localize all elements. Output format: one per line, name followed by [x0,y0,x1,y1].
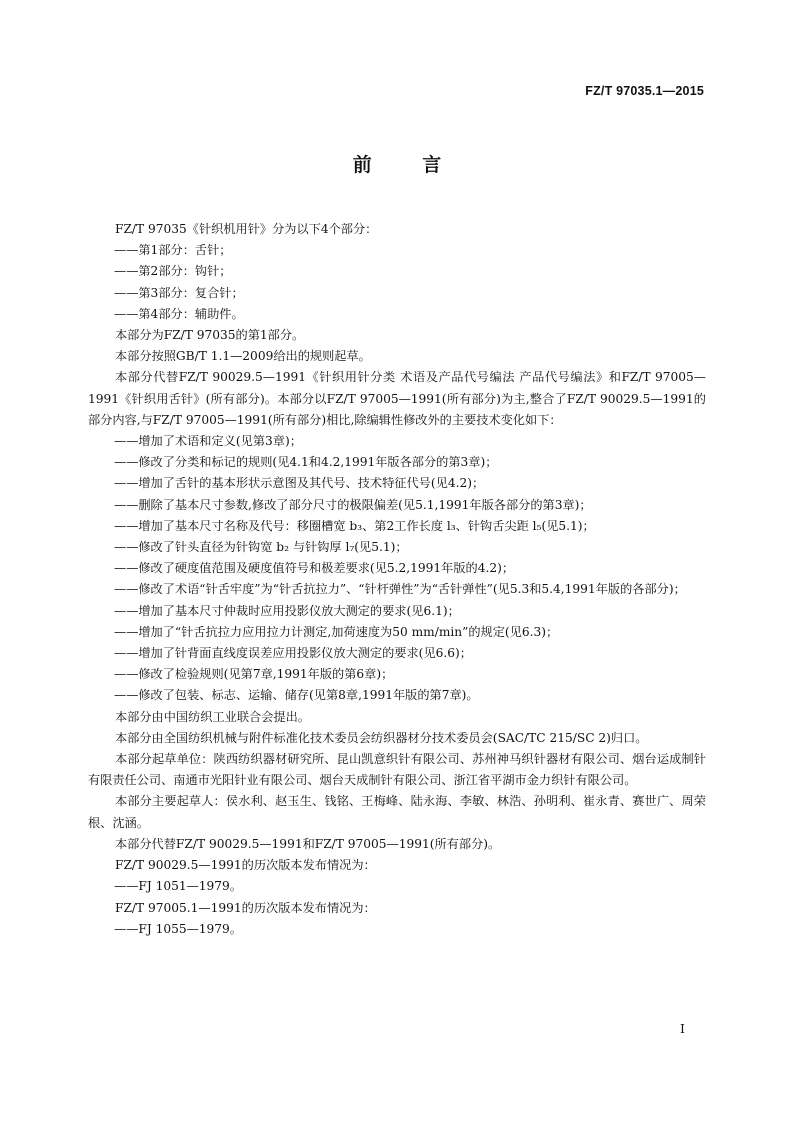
paragraph: FZ/T 90029.5—1991的历次版本发布情况为： [115,858,376,873]
list-item: ——增加了针背面直线度误差应用投影仪放大测定的要求(见6.6)； [114,646,472,661]
list-item: ——增加了基本尺寸仲裁时应用投影仪放大测定的要求(见6.1)； [114,603,460,618]
list-item: ——增加了术语和定义(见第3章)； [114,434,302,449]
paragraph: FZ/T 97035《针织机用针》分为以下4个部分： [115,222,378,236]
list-item: ——修改了包装、标志、运输、储存(见第8章,1991年版的第7章)。 [114,688,479,703]
list-item: ——增加了“针舌抗拉力应用拉力计测定,加荷速度为50 mm/min”的规定(见6.3)； [114,624,559,639]
standard-code: FZ/T 97035.1—2015 [585,84,704,98]
list-item: ——增加了基本尺寸名称及代号：移圈槽宽 b₃、第2工作长度 l₃、针钩舌尖距 l₅(见5.1)； [114,518,595,533]
paragraph: 本部分代替FZ/T 90029.5—1991《针织用针分类 术语及产品代号编法 产品代号编法》和FZ/T 97005—1991《针织用舌针》(所有部分)。本部分以FZ/T 97005—1991(所有部分)为主,整合了FZ/T 90029.5—1991的部分内容,与FZ/T 97005—1991(所有部分)相比,除编辑性修改外的主要技术变化如下： [88,370,706,427]
list-item: ——第2部分：钩针； [114,264,232,279]
paragraph: 本部分由全国纺织机械与附件标准化技术委员会纺织器材分技术委员会(SAC/TC 215/SC 2)归口。 [115,730,648,745]
list-item: ——FJ 1055—1979。 [114,921,242,936]
list-item: ——删除了基本尺寸参数,修改了部分尺寸的极限偏差(见5.1,1991年版各部分的第3章)； [114,497,592,512]
list-item: ——修改了检验规则(见第7章,1991年版的第6章)； [114,667,394,682]
list-item: ——修改了针头直径为针钩宽 b₂ 与针钩厚 l₇(见5.1)； [114,540,408,555]
paragraph: 本部分为FZ/T 97035的第1部分。 [115,328,305,343]
list-item: ——增加了舌针的基本形状示意图及其代号、技术特征代号(见4.2)； [114,476,485,491]
list-item: ——第1部分：舌针； [114,243,232,258]
paragraph: 本部分按照GB/T 1.1—2009给出的规则起草。 [115,349,371,364]
page-title: 前 言 [352,154,464,176]
list-item: ——FJ 1051—1979。 [114,879,242,894]
list-item: ——修改了分类和标记的规则(见4.1和4.2,1991年版各部分的第3章)； [114,455,498,470]
paragraph: 本部分代替FZ/T 90029.5—1991和FZ/T 97005—1991(所有部分)。 [115,836,501,851]
paragraph: FZ/T 97005.1—1991的历次版本发布情况为： [115,900,376,915]
paragraph: 本部分主要起草人：侯水利、赵玉生、钱铭、王梅峰、陆永海、李敏、林浩、孙明利、崔永青、赛世广、周荣根、沈涵。 [88,794,706,830]
list-item: ——第3部分：复合针； [114,285,244,300]
list-item: ——修改了术语“针舌牢度”为“针舌抗拉力”、“针杆弹性”为“舌针弹性”(见5.3和5.4,1991年版的各部分)； [114,582,686,597]
page-number: I [680,1021,685,1036]
paragraph: 本部分由中国纺织工业联合会提出。 [115,709,310,724]
paragraph: 本部分起草单位：陕西纺织器材研究所、昆山凯意织针有限公司、苏州神马织针器材有限公司、烟台运成制针有限责任公司、南通市光阳针业有限公司、烟台天成制针有限公司、浙江省平湖市金力织针有限公司。 [88,752,706,788]
document-body [88,219,706,940]
list-item: ——第4部分：辅助件。 [114,306,244,321]
list-item: ——修改了硬度值范围及硬度值符号和极差要求(见5.2,1991年版的4.2)； [114,561,515,576]
